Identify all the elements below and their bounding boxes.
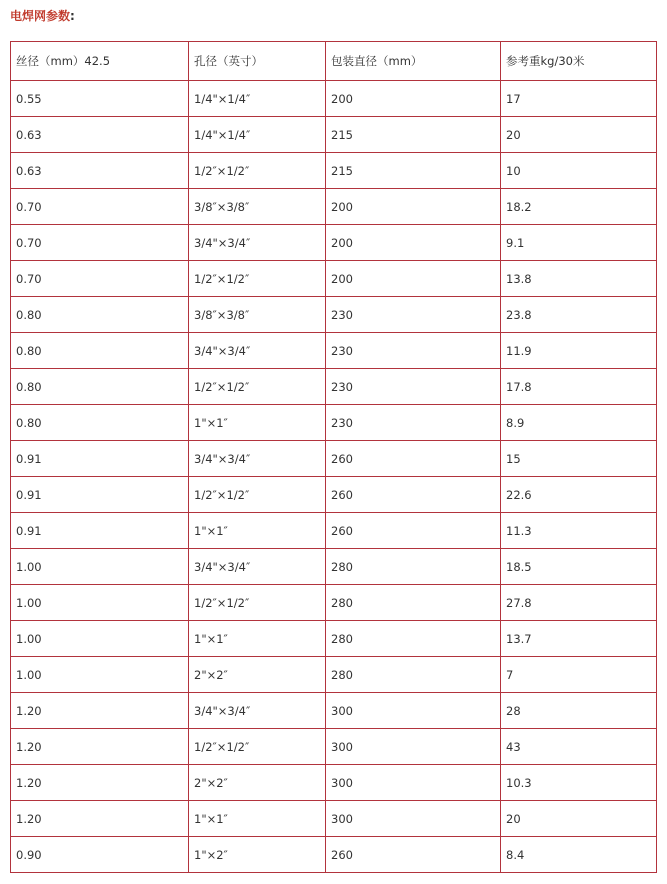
cell-reference-weight: 7	[501, 657, 657, 693]
cell-wire-diameter: 0.55	[11, 81, 189, 117]
cell-roll-diameter: 200	[326, 261, 501, 297]
table-row	[11, 837, 657, 873]
cell-reference-weight: 27.8	[501, 585, 657, 621]
cell-reference-weight: 20	[501, 117, 657, 153]
cell-wire-diameter: 0.70	[11, 225, 189, 261]
cell-mesh-opening: 3/8″×3/8″	[189, 189, 326, 225]
cell-wire-diameter: 1.20	[11, 801, 189, 837]
cell-wire-diameter: 1.00	[11, 621, 189, 657]
cell-roll-diameter: 300	[326, 801, 501, 837]
cell-roll-diameter: 280	[326, 549, 501, 585]
cell-mesh-opening: 1"×1″	[189, 621, 326, 657]
cell-roll-diameter: 260	[326, 477, 501, 513]
cell-roll-diameter: 215	[326, 117, 501, 153]
section-title: 电焊网参数	[10, 9, 71, 23]
table-row	[11, 261, 657, 297]
cell-wire-diameter: 0.91	[11, 441, 189, 477]
table-row	[11, 117, 657, 153]
cell-reference-weight: 20	[501, 801, 657, 837]
cell-roll-diameter: 300	[326, 765, 501, 801]
cell-wire-diameter: 0.80	[11, 333, 189, 369]
cell-reference-weight: 17.8	[501, 369, 657, 405]
spec-table	[10, 41, 657, 873]
cell-roll-diameter: 280	[326, 657, 501, 693]
cell-wire-diameter: 0.91	[11, 513, 189, 549]
table-row	[11, 153, 657, 189]
table-row	[11, 549, 657, 585]
table-row	[11, 693, 657, 729]
cell-wire-diameter: 1.00	[11, 585, 189, 621]
cell-wire-diameter: 0.63	[11, 153, 189, 189]
cell-mesh-opening: 1"×1″	[189, 405, 326, 441]
cell-roll-diameter: 230	[326, 333, 501, 369]
cell-roll-diameter: 230	[326, 369, 501, 405]
cell-reference-weight: 8.4	[501, 837, 657, 873]
cell-wire-diameter: 0.70	[11, 261, 189, 297]
cell-reference-weight: 8.9	[501, 405, 657, 441]
table-row	[11, 477, 657, 513]
header-mesh-opening: 孔径（英寸）	[189, 42, 326, 81]
cell-wire-diameter: 1.00	[11, 657, 189, 693]
cell-reference-weight: 18.2	[501, 189, 657, 225]
cell-roll-diameter: 280	[326, 585, 501, 621]
cell-wire-diameter: 1.20	[11, 693, 189, 729]
cell-mesh-opening: 1/2″×1/2″	[189, 585, 326, 621]
cell-roll-diameter: 260	[326, 513, 501, 549]
cell-wire-diameter: 0.70	[11, 189, 189, 225]
cell-mesh-opening: 1/2″×1/2″	[189, 477, 326, 513]
cell-reference-weight: 11.9	[501, 333, 657, 369]
cell-wire-diameter: 1.20	[11, 729, 189, 765]
header-wire-diameter: 丝径（mm）42.5	[11, 42, 189, 81]
spec-table-body	[11, 42, 657, 873]
table-row	[11, 621, 657, 657]
cell-reference-weight: 17	[501, 81, 657, 117]
cell-reference-weight: 13.8	[501, 261, 657, 297]
cell-reference-weight: 13.7	[501, 621, 657, 657]
cell-mesh-opening: 3/8″×3/8″	[189, 297, 326, 333]
cell-mesh-opening: 1"×1″	[189, 801, 326, 837]
section-heading	[10, 8, 75, 24]
cell-wire-diameter: 1.20	[11, 765, 189, 801]
cell-mesh-opening: 1/4"×1/4″	[189, 81, 326, 117]
table-row	[11, 657, 657, 693]
cell-mesh-opening: 1/2″×1/2″	[189, 729, 326, 765]
cell-roll-diameter: 260	[326, 837, 501, 873]
cell-reference-weight: 28	[501, 693, 657, 729]
cell-mesh-opening: 3/4"×3/4″	[189, 441, 326, 477]
cell-reference-weight: 18.5	[501, 549, 657, 585]
cell-wire-diameter: 0.80	[11, 297, 189, 333]
cell-roll-diameter: 300	[326, 729, 501, 765]
cell-wire-diameter: 0.80	[11, 369, 189, 405]
table-row	[11, 513, 657, 549]
cell-mesh-opening: 1/2″×1/2″	[189, 153, 326, 189]
cell-mesh-opening: 3/4"×3/4″	[189, 225, 326, 261]
cell-roll-diameter: 200	[326, 189, 501, 225]
table-row	[11, 297, 657, 333]
table-row	[11, 765, 657, 801]
cell-mesh-opening: 1/2″×1/2″	[189, 261, 326, 297]
table-row	[11, 405, 657, 441]
cell-roll-diameter: 260	[326, 441, 501, 477]
cell-roll-diameter: 230	[326, 297, 501, 333]
table-row	[11, 585, 657, 621]
cell-roll-diameter: 230	[326, 405, 501, 441]
header-roll-diameter: 包装直径（mm）	[326, 42, 501, 81]
cell-wire-diameter: 0.90	[11, 837, 189, 873]
cell-mesh-opening: 2"×2″	[189, 765, 326, 801]
cell-reference-weight: 10	[501, 153, 657, 189]
cell-reference-weight: 10.3	[501, 765, 657, 801]
cell-mesh-opening: 1"×2″	[189, 837, 326, 873]
cell-reference-weight: 23.8	[501, 297, 657, 333]
cell-reference-weight: 9.1	[501, 225, 657, 261]
section-title-colon: :	[70, 9, 75, 23]
table-row	[11, 189, 657, 225]
table-row	[11, 81, 657, 117]
cell-roll-diameter: 300	[326, 693, 501, 729]
cell-mesh-opening: 2"×2″	[189, 657, 326, 693]
table-row	[11, 333, 657, 369]
cell-reference-weight: 15	[501, 441, 657, 477]
cell-roll-diameter: 200	[326, 225, 501, 261]
cell-wire-diameter: 1.00	[11, 549, 189, 585]
cell-wire-diameter: 0.80	[11, 405, 189, 441]
cell-mesh-opening: 1"×1″	[189, 513, 326, 549]
cell-reference-weight: 43	[501, 729, 657, 765]
cell-roll-diameter: 200	[326, 81, 501, 117]
table-row	[11, 441, 657, 477]
cell-roll-diameter: 280	[326, 621, 501, 657]
header-reference-weight: 参考重kg/30米	[501, 42, 657, 81]
cell-mesh-opening: 1/2″×1/2″	[189, 369, 326, 405]
cell-reference-weight: 22.6	[501, 477, 657, 513]
table-row	[11, 801, 657, 837]
cell-reference-weight: 11.3	[501, 513, 657, 549]
table-row	[11, 369, 657, 405]
cell-mesh-opening: 3/4"×3/4″	[189, 549, 326, 585]
table-header-row	[11, 42, 657, 81]
table-row	[11, 225, 657, 261]
cell-mesh-opening: 1/4"×1/4″	[189, 117, 326, 153]
cell-mesh-opening: 3/4"×3/4″	[189, 693, 326, 729]
table-row	[11, 729, 657, 765]
cell-wire-diameter: 0.63	[11, 117, 189, 153]
cell-roll-diameter: 215	[326, 153, 501, 189]
cell-wire-diameter: 0.91	[11, 477, 189, 513]
cell-mesh-opening: 3/4"×3/4″	[189, 333, 326, 369]
